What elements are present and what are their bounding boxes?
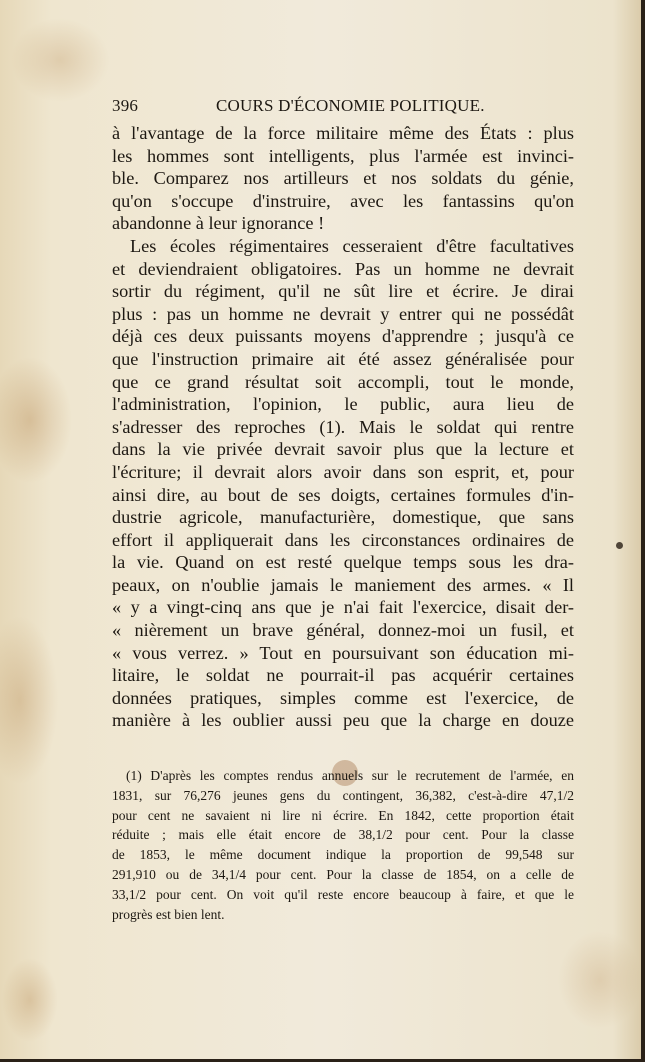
footnote-line: 33,1/2 pour cent. On voit qu'il reste encore beaucoup à faire, et que le [112,886,574,902]
body-line: manière à les oublier aussi peu que la charge en douze [112,710,574,731]
body-line: les hommes sont intelligents, plus l'armée est invinci- [112,145,574,166]
body-line: « vous verrez. » Tout en poursuivant son éducation mi- [112,642,574,663]
body-line: dans la vie privée devrait savoir plus que la lecture et [112,439,574,460]
body-line: peaux, on n'oublie jamais le maniement des armes. « Il [112,574,574,595]
body-line: dustrie agricole, manufacturière, domestique, que sans [112,507,574,528]
body-line: ainsi dire, au bout de ses doigts, certaines formules d'in- [112,484,574,505]
body-line: « y a vingt-cinq ans que je n'ai fait l'exercice, disait der- [112,597,574,618]
body-line: données pratiques, simples comme est l'exercice, de [112,687,574,708]
footnote-line: 291,910 ou de 34,1/4 pour cent. Pour la classe de 1854, on a celle de [112,866,574,882]
body-line: déjà ces deux puissants moyens d'apprendre ; jusqu'à ce [112,326,574,347]
body-line: litaire, le soldat ne pourrait-il pas acquérir certaines [112,665,574,686]
body-line: et deviendraient obligatoires. Pas un homme ne devrait [112,258,574,279]
footnote-line: pour cent ne savaient ni lire ni écrire. En 1842, cette proportion était [112,807,574,823]
footnote-line: de 1853, le même document indique la proportion de 99,548 sur [112,847,574,863]
footnote-line: 1831, sur 76,276 jeunes gens du contingent, 36,382, c'est-à-dire 47,1/2 [112,787,574,803]
footnote [112,766,574,924]
body-line: sortir du régiment, qu'il ne sût lire et écrire. Je dirai [112,281,574,302]
body-line: plus : pas un homme ne devrait y entrer qui ne possédât [112,303,574,324]
body-line: « nièrement un brave général, donnez-moi un fusil, et [112,620,574,641]
body-line: la vie. Quand on est resté quelque temps sous les dra- [112,552,574,573]
footnote-line: réduite ; mais elle était encore de 38,1/2 pour cent. Pour la classe [112,827,574,843]
body-line: effort il appliquerait dans les circonstances ordinaires de [112,529,574,550]
body-line: s'adresser des reproches (1). Mais le soldat qui rentre [112,416,574,437]
running-title: COURS D'ÉCONOMIE POLITIQUE. [216,96,485,115]
page-edge [641,0,645,1062]
footnote-line: progrès est bien lent. [112,906,225,922]
body-line: à l'avantage de la force militaire même des États : plus [112,123,574,143]
footnote-line: (1) D'après les comptes rendus annuels sur le recrutement de l'armée, en [126,768,574,783]
body-line: l'écriture; il devrait alors avoir dans son esprit, et, pour [112,461,574,482]
body-line: que l'instruction primaire ait été assez généralisée pour [112,348,574,369]
body-line: Les écoles régimentaires cesseraient d'être facultatives [130,235,574,256]
ink-dot [616,542,623,549]
body-text [112,122,574,732]
body-line: qu'on s'occupe d'instruire, avec les fantassins qu'on [112,190,574,211]
body-line: abandonne à leur ignorance ! [112,213,325,234]
page-number: 396 [112,96,139,115]
body-line: l'administration, l'opinion, le public, aura lieu de [112,394,574,415]
body-line: que ce grand résultat soit accompli, tout le monde, [112,371,574,392]
body-line: ble. Comparez nos artilleurs et nos soldats du génie, [112,168,574,189]
page-header [112,96,574,120]
